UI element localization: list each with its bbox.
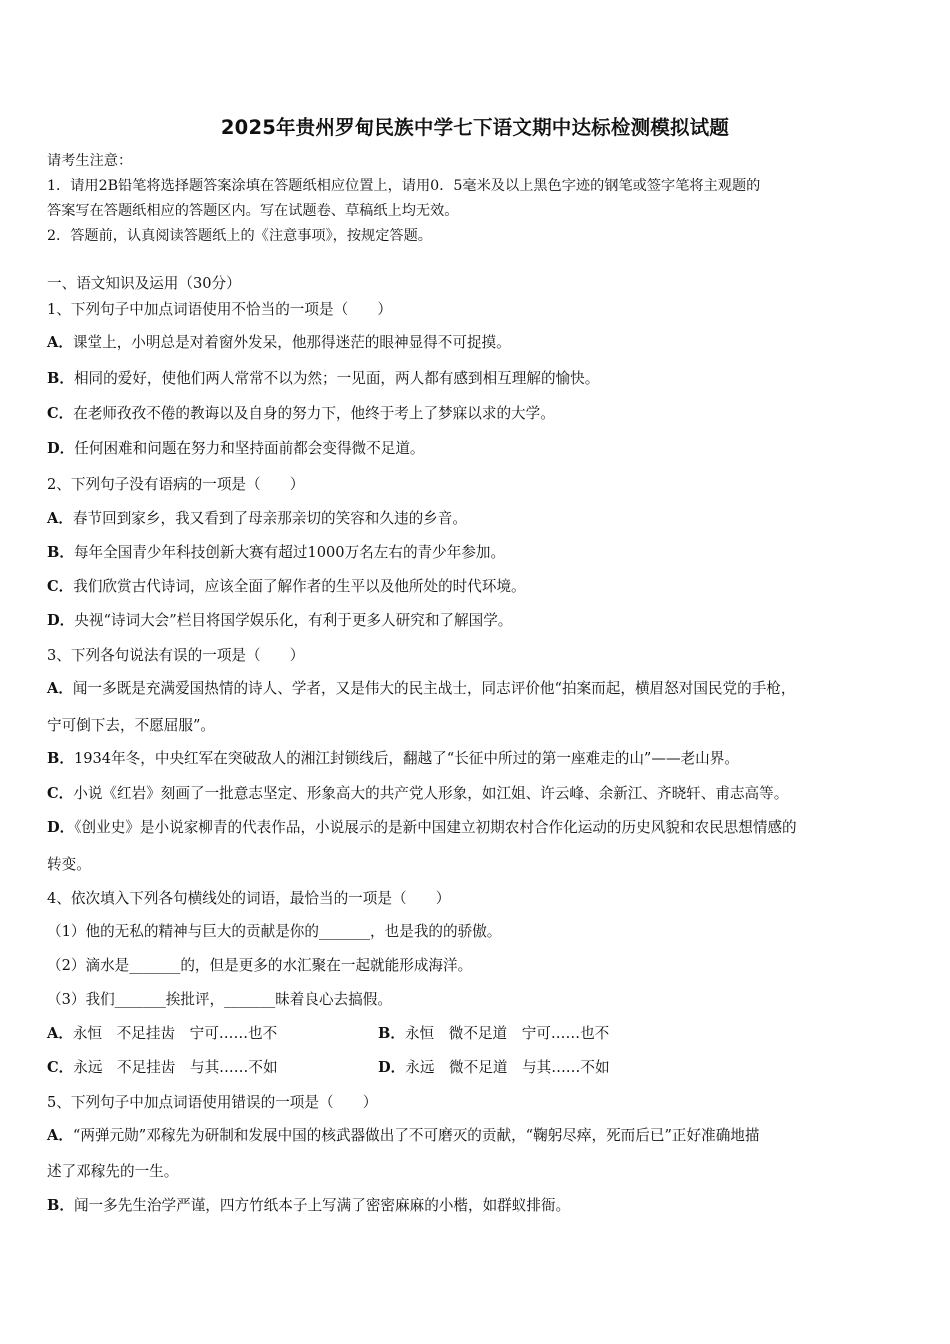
option-label: B．: [47, 370, 74, 387]
notice-line: 2．答题前，认真阅读答题纸上的《注意事项》，按规定答题。: [47, 228, 432, 244]
option: [47, 749, 739, 769]
option-text: 闻一多既是充满爱国热情的诗人、学者，又是伟大的民主战士，同志评价他“拍案而起，横眉怒对国民党的手枪，: [72, 680, 796, 697]
option-label: A．: [47, 680, 73, 697]
option-text: 闻一多先生治学严谨，四方竹纸本子上写满了密密麻麻的小楷，如群蚁排衙。: [73, 1197, 571, 1214]
option-text: “两弹元勋”邓稼先为研制和发展中国的核武器做出了不可磨灭的贡献，“鞠躬尽瘁，死而后已”正好准确地描: [72, 1127, 760, 1144]
option-text: 相同的爱好，使他们两人常常不以为然；一见面，两人都有感到相互理解的愉快。: [73, 370, 600, 387]
option: [47, 1024, 277, 1044]
option-text: 永远 不足挂齿 与其……不如: [73, 1059, 278, 1076]
option-label: C．: [47, 1059, 74, 1076]
option: [47, 1058, 278, 1078]
question-stem: 1、下列句子中加点词语使用不恰当的一项是（ ）: [47, 301, 392, 318]
option: [47, 439, 425, 459]
option-label: C．: [47, 405, 74, 422]
option-label: B．: [47, 544, 74, 561]
option-label: C．: [47, 785, 74, 802]
option-text: 课堂上，小明总是对着窗外发呆，他那得迷茫的眼神显得不可捉摸。: [72, 334, 511, 351]
notice-heading: 请考生注意：: [47, 153, 133, 169]
option-label: A．: [47, 334, 73, 351]
option-text: 小说《红岩》刻画了一批意志坚定、形象高大的共产党人形象，如江姐、许云峰、余新江、齐晓轩、甫志高等。: [73, 785, 789, 802]
option-continuation: 述了邓稼先的一生。: [47, 1163, 179, 1180]
option-label: D．: [47, 440, 75, 457]
notice-line: 1．请用2B铅笔将选择题答案涂填在答题纸相应位置上，请用0．5毫米及以上黑色字迹的钢笔或签字笔将主观题的: [47, 178, 761, 194]
option: [47, 509, 467, 529]
option-label: A．: [47, 1127, 73, 1144]
option: [47, 1196, 570, 1216]
option: [47, 543, 505, 563]
question-stem: 5、下列句子中加点词语使用错误的一项是（ ）: [47, 1094, 378, 1111]
option-text: 在老师孜孜不倦的教诲以及自身的努力下，他终于考上了梦寐以求的大学。: [73, 405, 555, 422]
option-label: B．: [47, 750, 74, 767]
option-text: 永恒 微不足道 宁可……也不: [404, 1025, 610, 1042]
option-text: 永恒 不足挂齿 宁可……也不: [72, 1025, 278, 1042]
sentence: （1）他的无私的精神与巨大的贡献是你的_______，也是我的的骄傲。: [47, 923, 502, 940]
sentence: （3）我们_______挨批评，_______昧着良心去搞假。: [47, 991, 392, 1008]
option-label: D．: [378, 1059, 406, 1076]
option-text: 每年全国青少年科技创新大赛有超过1000万名左右的青少年参加。: [73, 544, 506, 561]
option-continuation: 转变。: [47, 856, 91, 873]
option: [47, 404, 555, 424]
option: [47, 577, 526, 597]
notice-line: 答案写在答题纸相应的答题区内。写在试题卷、草稿纸上均无效。: [47, 203, 459, 219]
option-text: 春节回到家乡，我又看到了母亲那亲切的笑容和久违的乡音。: [72, 510, 467, 527]
option: [47, 611, 512, 631]
option-text: 央视“诗词大会”栏目将国学娱乐化，有利于更多人研究和了解国学。: [74, 612, 513, 629]
page-title: 2025年贵州罗甸民族中学七下语文期中达标检测模拟试题: [220, 116, 730, 139]
question-stem: 3、下列各句说法有误的一项是（ ）: [47, 647, 305, 664]
sentence: （2）滴水是_______的，但是更多的水汇聚在一起就能形成海洋。: [47, 957, 473, 974]
option: [47, 784, 788, 804]
option-text: 我们欣赏古代诗词，应该全面了解作者的生平以及他所处的时代环境。: [73, 578, 526, 595]
option: [378, 1058, 610, 1078]
option: [47, 333, 511, 353]
option-label: B．: [378, 1025, 405, 1042]
option-continuation: 宁可倒下去，不愿屈服”。: [47, 717, 215, 734]
option-text: 任何困难和问题在努力和坚持面前都会变得微不足道。: [74, 440, 425, 457]
option-label: C．: [47, 578, 74, 595]
question-stem: 2、下列句子没有语病的一项是（ ）: [47, 476, 305, 493]
option-label: A．: [47, 1025, 73, 1042]
option: [47, 818, 797, 838]
question-stem: 4、依次填入下列各句横线处的词语，最恰当的一项是（ ）: [47, 890, 451, 907]
option-text: 永远 微不足道 与其……不如: [405, 1059, 610, 1076]
option: [47, 369, 599, 389]
option-label: B．: [47, 1197, 74, 1214]
option-text: 《创业史》是小说家柳青的代表作品，小说展示的是新中国建立初期农村合作化运动的历史风貌和农民思想情感的: [74, 819, 797, 836]
option-label: A．: [47, 510, 73, 527]
option-label: D．: [47, 612, 75, 629]
option-text: 1934年冬，中央红军在突破敌人的湘江封锁线后，翻越了“长征中所过的第一座难走的山”——老山界。: [73, 750, 739, 767]
option: [47, 1126, 760, 1146]
option: [378, 1024, 609, 1044]
option: [47, 679, 795, 699]
section-heading: 一、语文知识及运用（30分）: [47, 275, 241, 292]
option-label: D．: [47, 819, 75, 836]
